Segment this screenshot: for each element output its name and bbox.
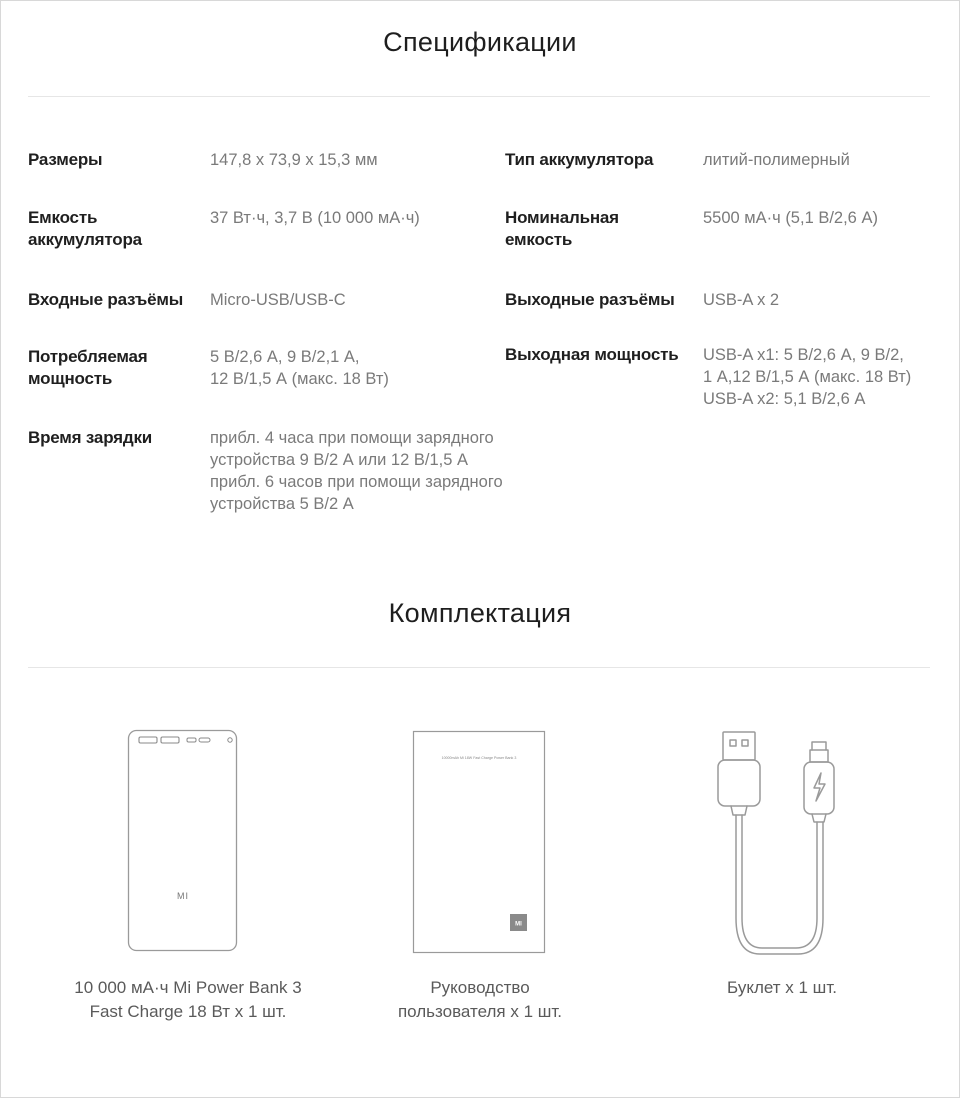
spec-value-output-ports: USB-A x 2	[703, 291, 780, 309]
spec-label-input-power: Потребляемая мощность	[28, 347, 148, 388]
spec-value-input-ports: Micro-USB/USB-C	[210, 291, 346, 309]
manual-cover-text: 10000mAh Mi 18W Fast Charge Power Bank 3	[441, 756, 517, 760]
power-bank-brand: MI	[177, 891, 189, 901]
spec-label-input-ports: Входные разъёмы	[28, 290, 184, 309]
spec-label-output-power: Выходная мощность	[505, 345, 679, 364]
spec-value-charge-time: прибл. 4 часа при помощи зарядного устройства 9 В/2 А или 12 В/1,5 А прибл. 6 часов при помощи зарядного устройства 5 В/2 А	[210, 429, 503, 513]
spec-value-battery-type: литий-полимерный	[703, 151, 850, 169]
kit-caption-power-bank: 10 000 мА·ч Mi Power Bank 3 Fast Charge 18 Вт x 1 шт.	[74, 978, 302, 1021]
spec-value-dimensions: 147,8 x 73,9 x 15,3 мм	[210, 151, 378, 169]
specs-divider	[28, 96, 930, 97]
manual-icon	[412, 730, 546, 954]
spec-value-input-power: 5 В/2,6 А, 9 В/2,1 А, 12 В/1,5 А (макс. 18 Вт)	[210, 348, 389, 388]
spec-value-capacity: 37 Вт·ч, 3,7 В (10 000 мА·ч)	[210, 209, 420, 227]
spec-label-rated-capacity: Номинальная емкость	[505, 208, 619, 249]
spec-label-charge-time: Время зарядки	[28, 428, 153, 447]
specs-title: Спецификации	[383, 27, 577, 57]
kit-title: Комплектация	[388, 598, 572, 628]
spec-label-battery-type: Тип аккумулятора	[505, 150, 654, 169]
spec-label-dimensions: Размеры	[28, 150, 103, 169]
kit-caption-manual: Руководство пользователя x 1 шт.	[397, 978, 563, 1021]
kit-caption-booklet: Буклет x 1 шт.	[727, 978, 837, 997]
spec-value-output-power: USB-A x1: 5 В/2,6 А, 9 В/2, 1 А,12 В/1,5 А (макс. 18 Вт) USB-A x2: 5,1 В/2,6 А	[703, 346, 912, 408]
kit-divider	[28, 667, 930, 668]
manual-brand: MI	[515, 921, 522, 928]
usb-cable-icon	[700, 722, 850, 962]
spec-value-rated-capacity: 5500 мА·ч (5,1 В/2,6 А)	[703, 209, 878, 227]
spec-label-capacity: Емкость аккумулятора	[28, 208, 142, 249]
power-bank-icon	[126, 728, 240, 954]
spec-label-output-ports: Выходные разъёмы	[505, 290, 675, 309]
